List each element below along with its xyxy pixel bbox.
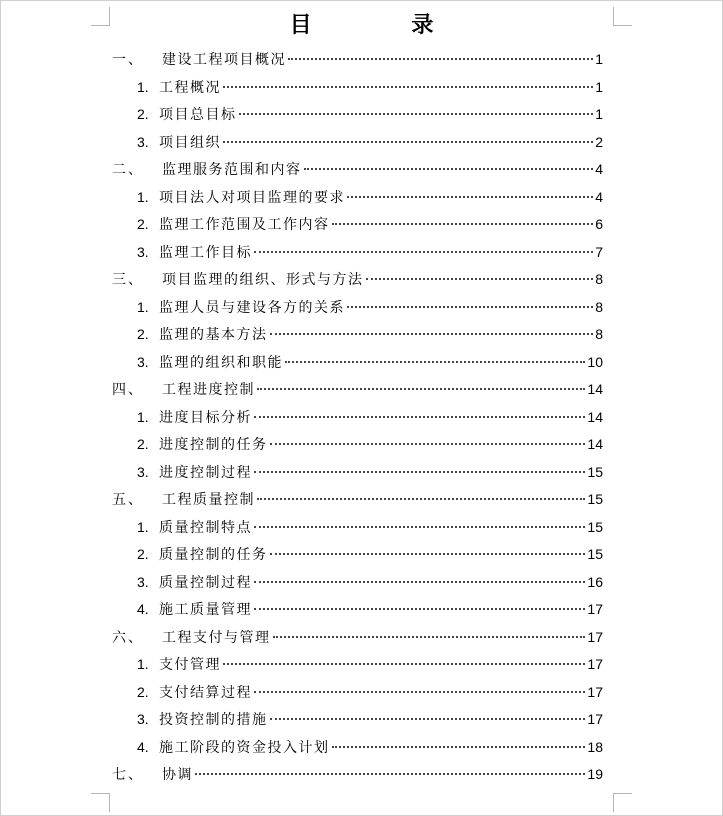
toc-entry-number: 四、	[112, 382, 144, 398]
toc-entry-title: 施工阶段的资金投入计划	[159, 739, 330, 756]
toc-dot-leader	[254, 251, 593, 253]
toc-entry-title: 项目总目标	[159, 107, 237, 123]
toc-entry-number: 1.	[137, 298, 149, 315]
toc-page-number: 4	[595, 188, 603, 205]
toc-dot-leader	[223, 86, 593, 88]
toc-page-number: 14	[587, 381, 603, 397]
toc-chapter-entry[interactable]	[112, 488, 603, 510]
toc-entry-number: 2.	[137, 683, 149, 700]
toc-dot-leader	[239, 113, 594, 115]
toc-entry-title: 投资控制的措施	[159, 712, 268, 728]
toc-dot-leader	[285, 361, 585, 363]
toc-entry-title: 质量控制特点	[159, 519, 252, 536]
toc-section-entry[interactable]	[137, 351, 603, 373]
toc-entry-number: 2.	[137, 106, 149, 122]
toc-entry-title: 建设工程项目概况	[162, 52, 286, 68]
toc-dot-leader	[332, 223, 594, 225]
toc-entry-title: 工程支付与管理	[162, 629, 271, 646]
toc-entry-number: 2.	[137, 436, 149, 452]
toc-page-number: 4	[595, 161, 603, 177]
toc-page-number: 1	[595, 106, 603, 122]
toc-section-entry[interactable]	[137, 186, 603, 208]
toc-dot-leader	[254, 608, 585, 610]
toc-dot-leader	[254, 691, 585, 693]
toc-dot-leader	[270, 718, 586, 720]
toc-entry-title: 项目监理的组织、形式与方法	[162, 272, 364, 288]
toc-entry-number: 3.	[137, 711, 149, 727]
toc-dot-leader	[254, 526, 585, 528]
margin-corner-mark	[91, 793, 110, 812]
toc-page-number: 17	[587, 656, 603, 672]
toc-entry-title: 进度控制过程	[159, 464, 252, 481]
toc-page-number: 10	[587, 353, 603, 370]
toc-entry-title: 支付管理	[159, 657, 221, 673]
toc-entry-number: 一、	[112, 52, 144, 68]
toc-section-entry[interactable]	[137, 406, 603, 428]
toc-dot-leader	[366, 278, 594, 280]
toc-section-entry[interactable]	[137, 681, 603, 703]
toc-dot-leader	[273, 636, 586, 638]
toc-page-number: 8	[595, 271, 603, 287]
toc-section-entry[interactable]	[137, 76, 603, 98]
toc-section-entry[interactable]	[137, 571, 603, 593]
toc-page-number: 19	[587, 766, 603, 782]
toc-entry-number: 3.	[137, 353, 149, 370]
toc-chapter-entry[interactable]	[112, 48, 603, 70]
toc-entry-number: 六、	[112, 629, 144, 646]
toc-section-entry[interactable]	[137, 323, 603, 345]
toc-entry-title: 施工质量管理	[159, 602, 252, 618]
toc-entry-title: 工程质量控制	[162, 492, 255, 508]
toc-entry-title: 进度控制的任务	[159, 437, 268, 453]
toc-section-entry[interactable]	[137, 241, 603, 263]
toc-chapter-entry[interactable]	[112, 268, 603, 290]
toc-section-entry[interactable]	[137, 296, 603, 318]
toc-entry-number: 五、	[112, 492, 144, 508]
toc-dot-leader	[332, 746, 586, 748]
toc-entry-number: 1.	[137, 78, 149, 95]
toc-entry-title: 支付结算过程	[159, 684, 252, 701]
toc-page-number: 14	[587, 408, 603, 425]
toc-page-number: 17	[587, 711, 603, 727]
toc-chapter-entry[interactable]	[112, 378, 603, 400]
toc-section-entry[interactable]	[137, 131, 603, 153]
toc-section-entry[interactable]	[137, 736, 603, 758]
toc-dot-leader	[270, 553, 586, 555]
toc-section-entry[interactable]	[137, 461, 603, 483]
toc-entry-title: 质量控制过程	[159, 574, 252, 591]
toc-page-number: 14	[587, 436, 603, 452]
toc-page-number: 2	[595, 133, 603, 150]
toc-entry-number: 二、	[112, 162, 144, 178]
toc-section-entry[interactable]	[137, 103, 603, 125]
toc-entry-title: 质量控制的任务	[159, 547, 268, 563]
toc-page-number: 1	[595, 51, 603, 67]
toc-entry-title: 工程进度控制	[162, 382, 255, 398]
toc-chapter-entry[interactable]	[112, 626, 603, 648]
toc-page-number: 15	[587, 546, 603, 562]
toc-entry-number: 4.	[137, 601, 149, 617]
toc-section-entry[interactable]	[137, 708, 603, 730]
toc-entry-title: 项目法人对项目监理的要求	[159, 189, 345, 206]
margin-corner-mark	[613, 793, 632, 812]
toc-dot-leader	[223, 663, 585, 665]
toc-page-number: 1	[595, 78, 603, 95]
toc-entry-number: 1.	[137, 188, 149, 205]
toc-page-number: 17	[587, 628, 603, 645]
toc-entry-title: 监理的基本方法	[159, 327, 268, 343]
toc-page-number: 6	[595, 216, 603, 232]
toc-dot-leader	[257, 388, 585, 390]
toc-chapter-entry[interactable]	[112, 158, 603, 180]
toc-dot-leader	[347, 306, 593, 308]
toc-dot-leader	[270, 333, 594, 335]
toc-entry-number: 3.	[137, 573, 149, 590]
toc-page-number: 8	[595, 298, 603, 315]
toc-entry-number: 4.	[137, 738, 149, 755]
toc-section-entry[interactable]	[137, 433, 603, 455]
toc-section-entry[interactable]	[137, 516, 603, 538]
page-title: 目 录	[289, 13, 480, 38]
toc-entry-title: 监理工作目标	[159, 244, 252, 261]
toc-dot-leader	[223, 141, 593, 143]
toc-entry-number: 1.	[137, 518, 149, 535]
toc-dot-leader	[254, 581, 585, 583]
toc-entry-number: 七、	[112, 767, 144, 783]
toc-page-number: 15	[587, 491, 603, 507]
toc-dot-leader	[257, 498, 585, 500]
toc-page-number: 18	[587, 738, 603, 755]
toc-chapter-entry[interactable]	[112, 763, 603, 785]
toc-dot-leader	[304, 168, 594, 170]
toc-page-number: 15	[587, 518, 603, 535]
toc-entry-number: 2.	[137, 216, 149, 232]
toc-entry-number: 3.	[137, 463, 149, 480]
toc-page-number: 17	[587, 601, 603, 617]
toc-section-entry[interactable]	[137, 653, 603, 675]
toc-section-entry[interactable]	[137, 213, 603, 235]
toc-section-entry[interactable]	[137, 598, 603, 620]
toc-entry-number: 2.	[137, 546, 149, 562]
toc-dot-leader	[288, 58, 593, 60]
toc-entry-number: 3.	[137, 133, 149, 150]
toc-entry-title: 监理的组织和职能	[159, 354, 283, 371]
toc-dot-leader	[254, 471, 585, 473]
toc-entry-title: 进度目标分析	[159, 409, 252, 426]
toc-page-number: 16	[587, 573, 603, 590]
toc-dot-leader	[347, 196, 593, 198]
toc-entry-number: 2.	[137, 326, 149, 342]
toc-entry-number: 三、	[112, 272, 144, 288]
toc-page-number: 17	[587, 683, 603, 700]
toc-entry-title: 监理人员与建设各方的关系	[159, 299, 345, 316]
toc-entry-title: 监理服务范围和内容	[162, 162, 302, 178]
toc-entry-title: 项目组织	[159, 134, 221, 151]
toc-entry-title: 工程概况	[159, 79, 221, 96]
toc-dot-leader	[254, 416, 585, 418]
toc-entry-title: 协调	[162, 767, 193, 783]
toc-entry-number: 3.	[137, 243, 149, 260]
toc-entry-number: 1.	[137, 656, 149, 672]
toc-page-number: 8	[595, 326, 603, 342]
toc-entry-number: 1.	[137, 408, 149, 425]
toc-section-entry[interactable]	[137, 543, 603, 565]
toc-dot-leader	[270, 443, 586, 445]
toc-page-number: 15	[587, 463, 603, 480]
toc-dot-leader	[195, 773, 585, 775]
toc-entry-title: 监理工作范围及工作内容	[159, 217, 330, 233]
toc-page-number: 7	[595, 243, 603, 260]
